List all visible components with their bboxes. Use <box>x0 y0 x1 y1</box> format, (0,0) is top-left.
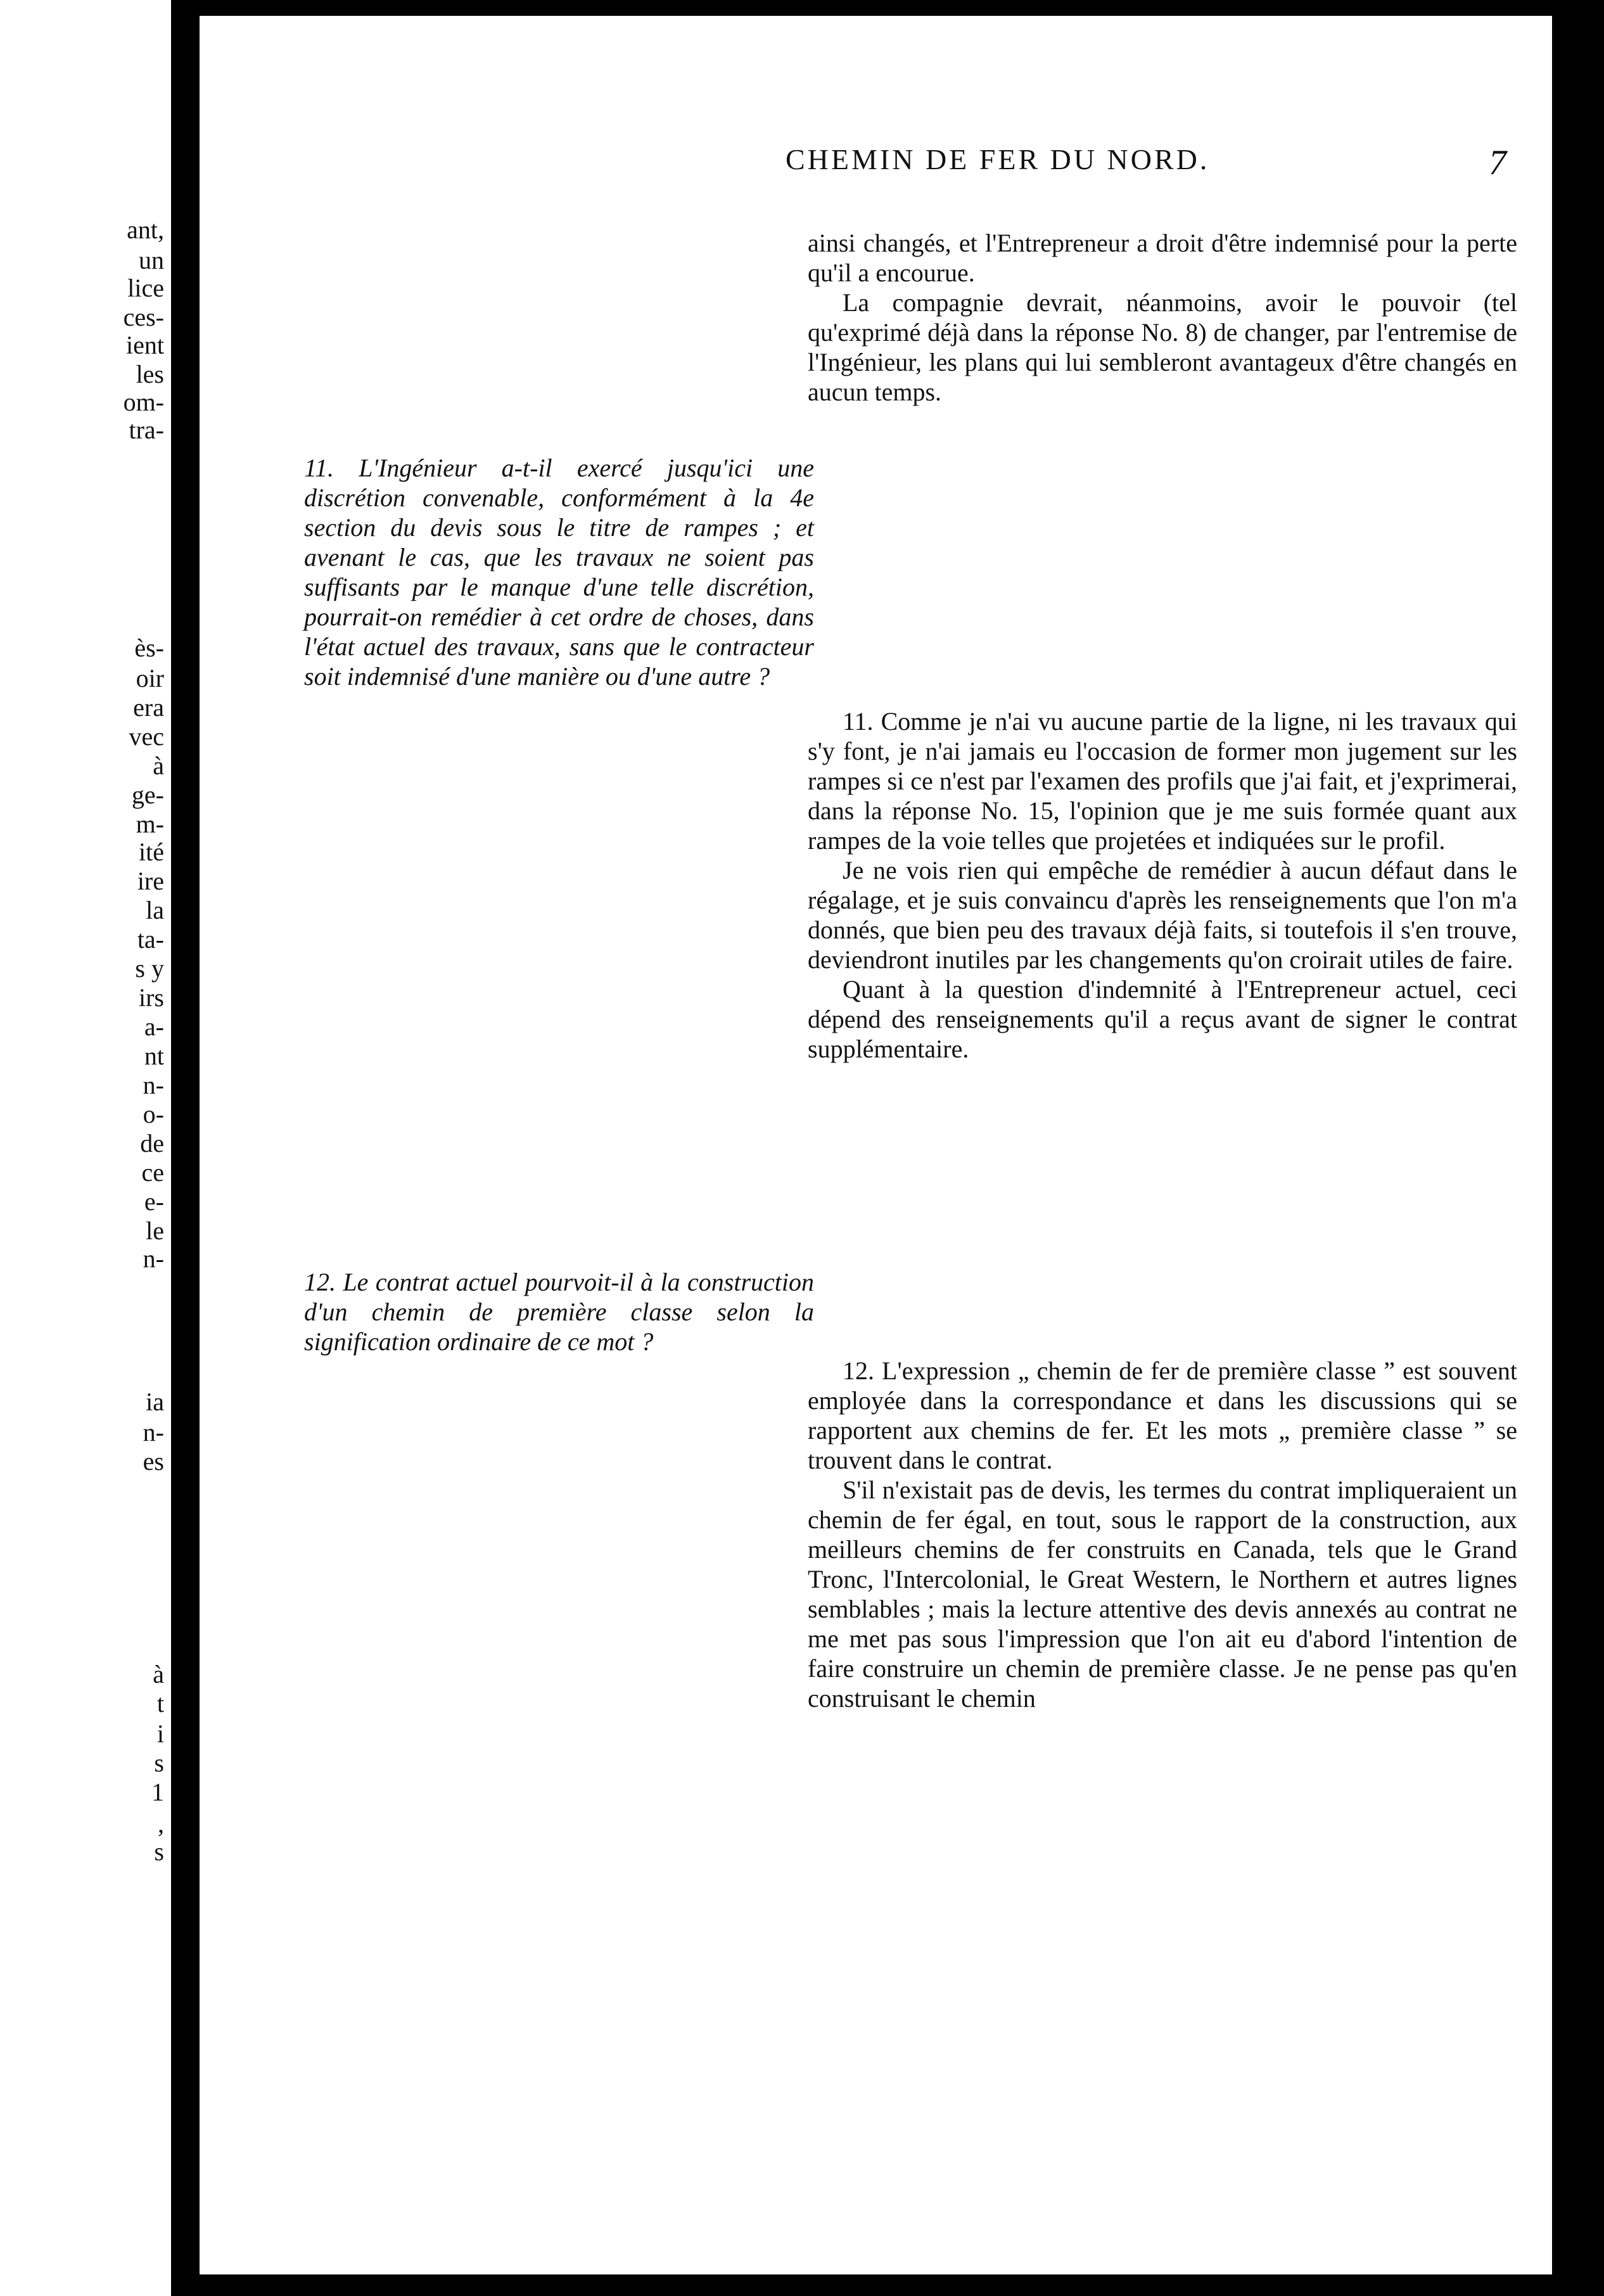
scan-right-edge <box>1552 0 1604 2296</box>
left-page-text-fragment: s <box>154 1837 164 1866</box>
left-page-text-fragment: era <box>133 693 164 722</box>
answer-paragraph: 11. Comme je n'ai vu aucune partie de la ligne, ni les travaux qui s'y font, je n'ai jamais eu l'occasion de former mon jugement sur les rampes si ce n'est par l'examen des profils que j'ai fait, et j'exprimerai, dans la réponse No. 15, l'opinion que je me suis formée quant aux rampes de la voie telles que projetées et indiquées sur le profil. <box>808 707 1517 855</box>
left-page-text-fragment: i <box>156 1719 164 1748</box>
left-page-text-fragment: ces- <box>123 303 164 331</box>
left-page-text-fragment: la <box>146 896 164 924</box>
left-page-text-fragment: a- <box>144 1012 164 1041</box>
left-page-text-fragment: e- <box>144 1187 164 1216</box>
left-page-text-fragment: n- <box>143 1244 164 1273</box>
left-page-text-fragment: ce <box>141 1158 164 1187</box>
left-page-text-fragment: irs <box>139 983 164 1012</box>
left-page-text-fragment: ant, <box>127 215 164 244</box>
left-page-text-fragment: ient <box>126 331 164 359</box>
left-page-text-fragment: tra- <box>129 416 164 444</box>
left-page-text-fragment: lice <box>127 274 164 302</box>
left-page-text-fragment: t <box>156 1689 164 1718</box>
continuation-paragraph: ainsi changés, et l'Entrepreneur a droit d'être indemnisé pour la perte qu'il a encourue. <box>808 229 1517 287</box>
left-page-text-fragment: , <box>158 1809 164 1838</box>
left-page-text-fragment: vec <box>129 722 164 751</box>
left-page-text-fragment: oir <box>136 664 164 692</box>
left-page-text-fragment: 1 <box>151 1778 164 1806</box>
continuation-paragraph: La compagnie devrait, néanmoins, avoir le pouvoir (tel qu'exprimé déjà dans la réponse No. 8) de changer, par l'entremise de l'Ingénieur, les plans qui lui sembleront avantageux d'être changés en aucun temps. <box>808 288 1517 406</box>
left-page-text-fragment: le <box>146 1216 164 1245</box>
document-page <box>200 16 1552 2274</box>
left-page-text-fragment: ge- <box>131 781 164 809</box>
left-page-text-fragment: es <box>143 1447 164 1476</box>
left-page-text-fragment: n- <box>143 1071 164 1099</box>
left-page-text-fragment: ia <box>146 1387 164 1416</box>
answer-paragraph: 12. L'expression „ chemin de fer de première classe ” est souvent employée dans la correspondance et dans les discussions qui se rapportent aux chemins de fer. Et les mots „ première classe ” se trouvent dans le contrat. <box>808 1356 1517 1474</box>
question-text: 11. L'Ingénieur a-t-il exercé jusqu'ici une discrétion convenable, conformément à la 4e section du devis sous le titre de rampes ; et avenant le cas, que les travaux ne soient pas suffisants par le manque d'une telle discrétion, pourrait-on remédier à cet ordre de choses, dans l'état actuel des travaux, sans que le contracteur soit indemnisé d'une manière ou d'une autre ? <box>304 454 814 691</box>
left-page-margin <box>0 0 171 2296</box>
question-text: 12. Le contrat actuel pourvoit-il à la construction d'un chemin de première classe selon la signification ordinaire de ce mot ? <box>304 1268 814 1356</box>
question-11 <box>304 453 814 691</box>
left-page-text-fragment: m- <box>136 810 164 838</box>
left-page-text-fragment: n- <box>143 1418 164 1446</box>
continuation-text <box>808 228 1517 407</box>
answer-12 <box>808 1356 1517 1713</box>
page-gutter <box>171 0 200 2296</box>
answer-11 <box>808 706 1517 1064</box>
left-page-text-fragment: de <box>140 1129 164 1158</box>
left-page-text-fragment: o- <box>143 1100 164 1128</box>
left-page-text-fragment: s <box>154 1749 164 1777</box>
left-page-text-fragment: les <box>136 360 164 388</box>
answer-paragraph: S'il n'existait pas de devis, les termes du contrat impliqueraient un chemin de fer égal, en tout, sous le rapport de la construction, aux meilleurs chemins de fer construits en Canada, tels que le Grand Tronc, l'Intercolonial, le Great Western, le Northern et autres lignes semblables ; mais la lecture attentive des devis annexés au contrat ne me met pas sous l'impression que l'on ait eu d'abord l'intention de faire construire un chemin de première classe. Je ne pense pas qu'en construisant le chemin <box>808 1476 1517 1712</box>
answer-paragraph: Quant à la question d'indemnité à l'Entrepreneur actuel, ceci dépend des renseignements qu'il a reçus avant de signer le contrat supplémentaire. <box>808 975 1517 1063</box>
left-page-text-fragment: à <box>153 1660 164 1688</box>
question-12 <box>304 1267 814 1356</box>
left-page-text-fragment: ire <box>137 867 164 895</box>
left-page-text-fragment: s y <box>135 954 164 983</box>
left-page-text-fragment: nt <box>144 1042 164 1070</box>
left-page-text-fragment: om- <box>123 388 164 416</box>
left-page-text-fragment: à <box>153 751 164 780</box>
running-header: CHEMIN DE FER DU NORD. <box>786 143 1210 175</box>
answer-paragraph: Je ne vois rien qui empêche de remédier à aucun défaut dans le régalage, et je suis convaincu d'après les renseignements que l'on m'a donnés, que bien peu des travaux déjà faits, si toutefois il s'en trouve, deviendront inutiles par les changements qu'on croirait utiles de faire. <box>808 856 1517 974</box>
left-page-text-fragment: ité <box>139 838 164 866</box>
page-number: 7 <box>1489 143 1506 182</box>
left-page-text-fragment: ta- <box>137 925 164 953</box>
left-page-text-fragment: ès- <box>134 634 164 662</box>
left-page-text-fragment: un <box>139 246 164 274</box>
